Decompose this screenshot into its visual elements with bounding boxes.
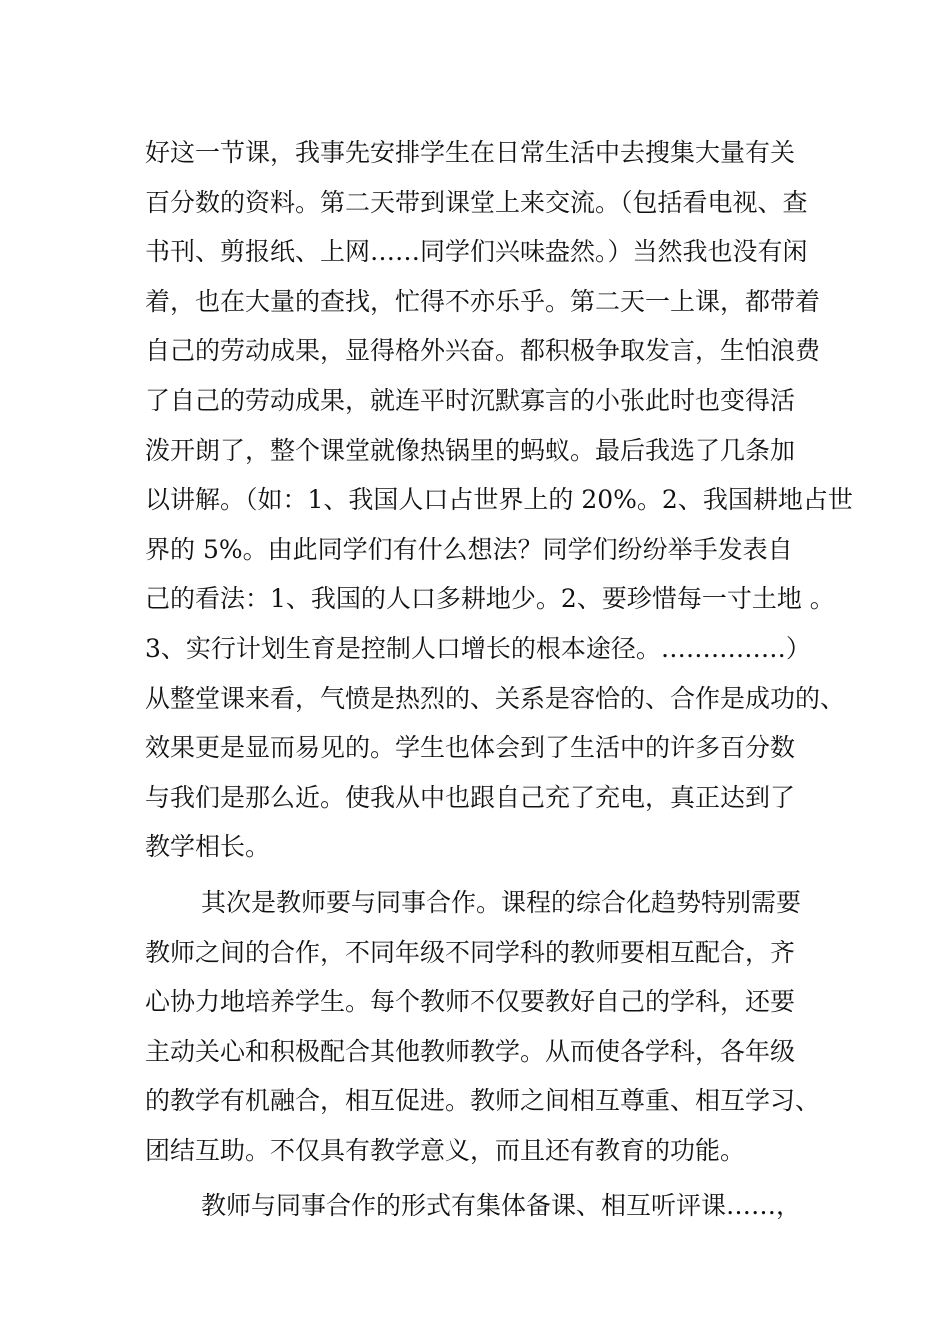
text-line: 心协力地培养学生。每个教师不仅要教好自己的学科，还要 <box>145 987 796 1017</box>
text-line: 教师与同事合作的形式有集体备课、相互听评课……， <box>201 1191 802 1221</box>
paragraph <box>145 128 853 872</box>
text-line: 自己的劳动成果，显得格外兴奋。都积极争取发言，生怕浪费 <box>145 336 821 366</box>
text-line: 着，也在大量的查找，忙得不亦乐乎。第二天一上课，都带着 <box>145 286 821 316</box>
paragraph <box>145 878 835 1176</box>
text-line: 了自己的劳动成果，就连平时沉默寡言的小张此时也变得活 <box>145 385 796 415</box>
text-line: 百分数的资料。第二天带到课堂上来交流。（包括看电视、查 <box>145 187 808 217</box>
text-line: 与我们是那么近。使我从中也跟自己充了充电，真正达到了 <box>145 782 796 812</box>
text-line: 效果更是显而易见的。学生也体会到了生活中的许多百分数 <box>145 733 796 763</box>
text-line: 从整堂课来看，气愤是热烈的、关系是容恰的、合作是成功的、 <box>145 683 846 713</box>
text-line: 团结互助。不仅具有教学意义，而且还有教育的功能。 <box>145 1135 746 1165</box>
text-line: 界的 5%。由此同学们有什么想法？同学们纷纷举手发表自 <box>145 534 793 564</box>
text-line: 以讲解。（如：1、我国人口占世界上的 20%。2、我国耕地占世 <box>145 485 853 515</box>
text-line: 的教学有机融合，相互促进。教师之间相互尊重、相互学习、 <box>145 1086 821 1116</box>
text-line: 好这一节课，我事先安排学生在日常生活中去搜集大量有关 <box>145 138 796 167</box>
text-line: 己的看法：1、我国的人口多耕地少。2、要珍惜每一寸土地 。 <box>145 584 835 614</box>
text-line: 主动关心和积极配合其他教师教学。从而使各学科，各年级 <box>145 1036 796 1066</box>
text-line: 泼开朗了，整个课堂就像热锅里的蚂蚁。最后我选了几条加 <box>145 435 796 465</box>
paragraph <box>145 1181 835 1231</box>
text-line: 教学相长。 <box>145 832 271 862</box>
text-line: 教师之间的合作，不同年级不同学科的教师要相互配合，齐 <box>145 937 796 967</box>
text-line: 3、实行计划生育是控制人口增长的根本途径。……………） <box>145 633 811 663</box>
text-line: 其次是教师要与同事合作。课程的综合化趋势特别需要 <box>201 887 802 917</box>
text-line: 书刊、剪报纸、上网……同学们兴味盎然。）当然我也没有闲 <box>145 237 808 267</box>
document-body <box>145 128 853 1231</box>
